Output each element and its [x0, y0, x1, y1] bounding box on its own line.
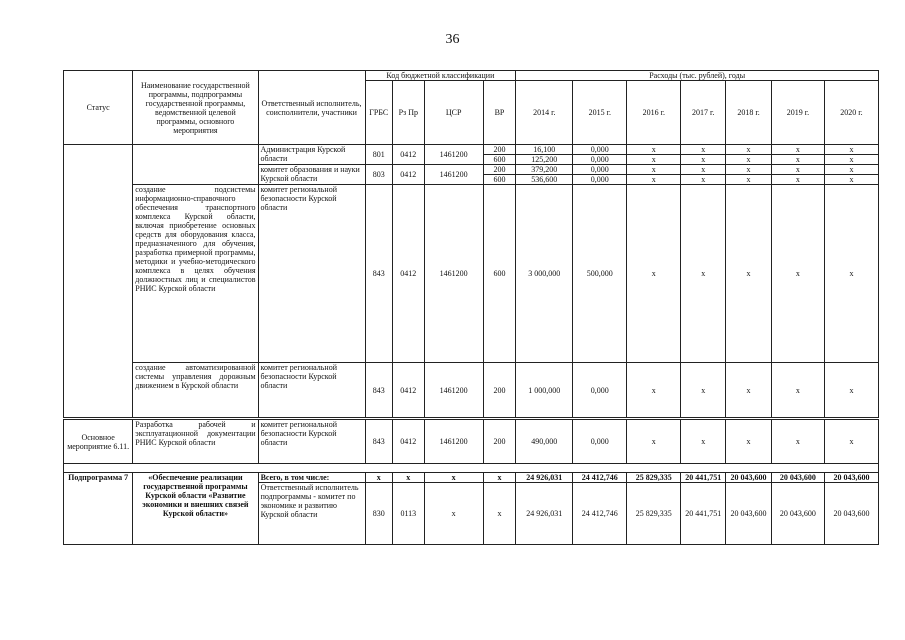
- csr-cell: x: [424, 483, 483, 545]
- value-cell: x: [771, 420, 824, 464]
- header-year: 2015 г.: [573, 81, 627, 145]
- value-cell: x: [681, 185, 726, 363]
- value-cell: 3 000,000: [516, 185, 573, 363]
- rzpr-cell: 0412: [393, 165, 425, 185]
- header-year: 2020 г.: [824, 81, 878, 145]
- header-responsible: Ответственный исполнитель, соисполнители, участники: [258, 71, 365, 145]
- rzpr-cell: 0412: [393, 185, 425, 363]
- header-expenses: Расходы (тыс. рублей), годы: [516, 71, 879, 81]
- table-row: [64, 420, 879, 464]
- value-cell: 20 043,600: [726, 483, 772, 545]
- name-cell: создание подсистемы информационно-справочного обеспечения транспортного комплекса Курской области, включая приобретение основных средств для оборудования класса, предназначенного для обучения, разработка примерной программы, методики и учебно-методического комплекса в целях обучения должностных лиц и специалистов РНИС Курской области: [133, 185, 258, 363]
- vr-cell: x: [483, 473, 516, 483]
- value-cell: x: [771, 185, 824, 363]
- page-number: 36: [445, 32, 460, 47]
- header-year: 2016 г.: [627, 81, 681, 145]
- value-cell: 20 441,751: [681, 473, 726, 483]
- csr-cell: 1461200: [424, 165, 483, 185]
- value-cell: x: [681, 175, 726, 185]
- value-cell: 536,600: [516, 175, 573, 185]
- grbs-cell: x: [365, 473, 393, 483]
- spacer-cell: [64, 464, 879, 473]
- header-csr: ЦСР: [424, 81, 483, 145]
- header-year: 2017 г.: [681, 81, 726, 145]
- value-cell: x: [771, 363, 824, 418]
- vr-cell: x: [483, 483, 516, 545]
- status-cell: Основное мероприятие 6.11.: [64, 420, 133, 464]
- header-year: 2018 г.: [726, 81, 772, 145]
- value-cell: 16,100: [516, 145, 573, 155]
- responsible-cell: Администрация Курской области: [258, 145, 365, 165]
- rzpr-cell: 0412: [393, 363, 425, 418]
- value-cell: x: [726, 145, 772, 155]
- responsible-cell: комитет региональной безопасности Курской области: [258, 420, 365, 464]
- grbs-cell: 801: [365, 145, 393, 165]
- value-cell: x: [824, 165, 878, 175]
- value-cell: 379,200: [516, 165, 573, 175]
- value-cell: x: [824, 420, 878, 464]
- grbs-cell: 843: [365, 185, 393, 363]
- budget-table: [63, 70, 879, 418]
- value-cell: x: [771, 165, 824, 175]
- table-row: [64, 185, 879, 363]
- value-cell: 20 043,600: [824, 473, 878, 483]
- value-cell: x: [627, 155, 681, 165]
- value-cell: 24 412,746: [573, 473, 627, 483]
- grbs-cell: 830: [365, 483, 393, 545]
- value-cell: x: [824, 363, 878, 418]
- value-cell: x: [681, 155, 726, 165]
- name-cell: создание автоматизированной системы управления дорожным движением в Курской области: [133, 363, 258, 418]
- header-budget-code: Код бюджетной классификации: [365, 71, 516, 81]
- value-cell: 20 043,600: [771, 473, 824, 483]
- status-cell: Подпрограмма 7: [64, 473, 133, 545]
- grbs-cell: 843: [365, 363, 393, 418]
- table-row: [64, 473, 879, 483]
- vr-cell: 200: [483, 420, 516, 464]
- value-cell: 25 829,335: [627, 473, 681, 483]
- csr-cell: x: [424, 473, 483, 483]
- table-row: [64, 363, 879, 418]
- value-cell: x: [627, 145, 681, 155]
- header-rzpr: Рз Пр: [393, 81, 425, 145]
- header-status: Статус: [64, 71, 133, 145]
- value-cell: 1 000,000: [516, 363, 573, 418]
- responsible-cell: Ответственный исполнитель подпрограммы - комитет по экономике и развитию Курской области: [258, 483, 365, 545]
- value-cell: x: [627, 165, 681, 175]
- grbs-cell: 803: [365, 165, 393, 185]
- grbs-cell: 843: [365, 420, 393, 464]
- value-cell: 24 926,031: [516, 473, 573, 483]
- value-cell: x: [824, 155, 878, 165]
- value-cell: x: [627, 420, 681, 464]
- value-cell: x: [726, 155, 772, 165]
- header-year: 2019 г.: [771, 81, 824, 145]
- value-cell: 20 441,751: [681, 483, 726, 545]
- value-cell: x: [627, 363, 681, 418]
- value-cell: 25 829,335: [627, 483, 681, 545]
- budget-table-continued: [63, 419, 879, 545]
- value-cell: 0,000: [573, 175, 627, 185]
- name-cell: «Обеспечение реализации государственной программы Курской области «Развитие экономики и внешних связей Курской области»: [133, 473, 258, 545]
- value-cell: x: [771, 155, 824, 165]
- spacer-row: [64, 464, 879, 473]
- responsible-cell: комитет региональной безопасности Курской области: [258, 185, 365, 363]
- value-cell: x: [824, 145, 878, 155]
- value-cell: 24 412,746: [573, 483, 627, 545]
- total-label: Всего, в том числе:: [258, 473, 365, 483]
- status-cell: [64, 145, 133, 418]
- value-cell: 0,000: [573, 420, 627, 464]
- name-cell: [133, 145, 258, 185]
- header-vr: ВР: [483, 81, 516, 145]
- value-cell: 490,000: [516, 420, 573, 464]
- value-cell: 0,000: [573, 165, 627, 175]
- value-cell: 125,200: [516, 155, 573, 165]
- value-cell: x: [726, 420, 772, 464]
- rzpr-cell: x: [393, 473, 425, 483]
- value-cell: x: [627, 175, 681, 185]
- value-cell: x: [726, 165, 772, 175]
- csr-cell: 1461200: [424, 420, 483, 464]
- value-cell: x: [771, 175, 824, 185]
- header-grbs: ГРБС: [365, 81, 393, 145]
- vr-cell: 600: [483, 185, 516, 363]
- value-cell: 0,000: [573, 363, 627, 418]
- value-cell: x: [771, 145, 824, 155]
- value-cell: x: [726, 175, 772, 185]
- value-cell: x: [824, 175, 878, 185]
- value-cell: x: [681, 363, 726, 418]
- value-cell: x: [824, 185, 878, 363]
- vr-cell: 600: [483, 175, 516, 185]
- value-cell: x: [726, 363, 772, 418]
- rzpr-cell: 0113: [393, 483, 425, 545]
- value-cell: 0,000: [573, 145, 627, 155]
- value-cell: 20 043,600: [726, 473, 772, 483]
- value-cell: x: [681, 165, 726, 175]
- header-year: 2014 г.: [516, 81, 573, 145]
- rzpr-cell: 0412: [393, 420, 425, 464]
- vr-cell: 200: [483, 363, 516, 418]
- responsible-cell: комитет образования и науки Курской области: [258, 165, 365, 185]
- name-cell: Разработка рабочей и эксплуатационной документации РНИС Курской области: [133, 420, 258, 464]
- vr-cell: 600: [483, 155, 516, 165]
- value-cell: x: [681, 145, 726, 155]
- rzpr-cell: 0412: [393, 145, 425, 165]
- value-cell: 24 926,031: [516, 483, 573, 545]
- value-cell: x: [726, 185, 772, 363]
- header-name: Наименование государственной программы, подпрограммы государственной программы, ведомственной целевой программы, основного мероприятия: [133, 71, 258, 145]
- value-cell: 20 043,600: [771, 483, 824, 545]
- vr-cell: 200: [483, 145, 516, 155]
- vr-cell: 200: [483, 165, 516, 175]
- csr-cell: 1461200: [424, 185, 483, 363]
- value-cell: 500,000: [573, 185, 627, 363]
- value-cell: 20 043,600: [824, 483, 878, 545]
- responsible-cell: комитет региональной безопасности Курской области: [258, 363, 365, 418]
- value-cell: 0,000: [573, 155, 627, 165]
- csr-cell: 1461200: [424, 363, 483, 418]
- csr-cell: 1461200: [424, 145, 483, 165]
- value-cell: x: [627, 185, 681, 363]
- value-cell: x: [681, 420, 726, 464]
- table-row: [64, 145, 879, 155]
